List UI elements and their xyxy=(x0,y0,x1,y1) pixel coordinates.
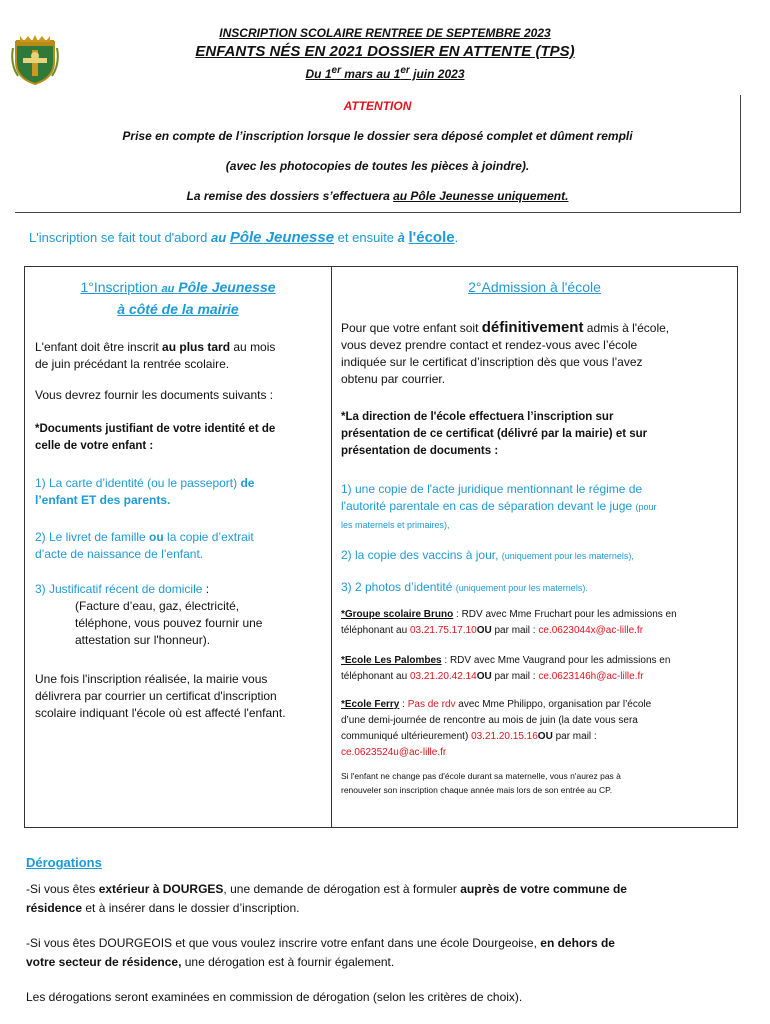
attention-line1: Prise en compte de l’inscription lorsque le dossier sera déposé complet et dûment rempli xyxy=(122,129,633,143)
derogations-title: Dérogations xyxy=(26,855,102,870)
t-small: (uniquement pour les maternels), xyxy=(501,551,634,561)
school-name: *Groupe scolaire Bruno xyxy=(341,609,454,620)
t-small: (pour xyxy=(635,502,657,512)
left-para-documents: Vous devrez fournir les documents suivants : xyxy=(35,388,274,402)
t: 1) une copie de l'acte juridique mentionnant le régime de xyxy=(341,482,643,496)
t-small: les maternels et primaires), xyxy=(341,520,450,530)
t: de juin précédant la rentrée scolaire. xyxy=(35,357,230,371)
t: l'autorité parentale en cas de séparation devant le juge xyxy=(341,499,636,513)
right-school-palombes xyxy=(341,653,733,685)
t: d’une demi-journée de rencontre au mois de juin (la date vous sera xyxy=(341,715,638,726)
t: d’acte de naissance de l’enfant. xyxy=(35,547,204,561)
attention-line3 xyxy=(15,189,740,203)
t: téléphonant au xyxy=(341,625,410,636)
t: 3) 2 photos d’identité xyxy=(341,580,456,594)
t: présentation de ce certificat (délivré par la mairie) et sur xyxy=(341,428,648,440)
t: téléphonant au xyxy=(341,671,410,682)
steps-table xyxy=(24,266,738,828)
right-school-bruno xyxy=(341,607,733,639)
intro-dot: . xyxy=(454,230,459,245)
t: vous devez prendre contact et rendez-vous avec l’école xyxy=(341,338,638,352)
intro-au: au xyxy=(211,230,227,245)
intro-pole-jeunesse: Pôle Jeunesse xyxy=(229,229,335,246)
right-item-2 xyxy=(341,547,733,565)
right-item-1 xyxy=(341,481,733,534)
t: L'enfant doit être inscrit xyxy=(35,340,163,354)
school-name: *Ecole Ferry xyxy=(341,699,400,710)
right-column-title: 2°Admission à l'école xyxy=(468,279,601,295)
t: attestation sur l'honneur). xyxy=(75,633,211,647)
t-bold: de xyxy=(240,476,255,490)
date-sup: er xyxy=(331,65,341,76)
t: Si l'enfant ne change pas d'école durant sa maternelle, vous n'aurez pas à xyxy=(341,771,621,781)
intro-ecole: l'école xyxy=(408,229,455,246)
left-column-title xyxy=(25,279,331,295)
t: obtenu par courrier. xyxy=(341,372,446,386)
t: Une fois l'inscription réalisée, la mairie vous xyxy=(35,672,268,686)
t: *Documents justifiant de votre identité et de xyxy=(35,423,276,435)
t: 3) Justificatif récent de domicile xyxy=(35,582,203,596)
email-link[interactable]: ce.0623044x@ac-lille.fr xyxy=(538,625,644,636)
left-item-2 xyxy=(35,529,325,563)
header-title-line1: INSCRIPTION SCOLAIRE RENTREE DE SEPTEMBRE 2023 xyxy=(219,26,551,40)
t: téléphone, vous pouvez fournir une xyxy=(75,616,263,630)
left-para-certificate xyxy=(35,671,328,722)
t: par mail : xyxy=(552,731,597,742)
date-text: mars au 1 xyxy=(340,67,401,81)
t-bold: OU xyxy=(537,731,553,742)
t: 2) la copie des vaccins à jour, xyxy=(341,548,502,562)
header-title-line2: ENFANTS NÉS EN 2021 DOSSIER EN ATTENTE (TPS) xyxy=(195,43,575,60)
intro-text: et ensuite xyxy=(334,230,398,245)
t: : RDV avec Mme Vaugrand pour les admissions en xyxy=(441,655,671,666)
attention-line2: (avec les photocopies de toutes les pièces à joindre). xyxy=(225,159,530,173)
t-bold: résidence xyxy=(26,901,83,915)
phone-number: 03.21.20.42.14 xyxy=(409,671,477,682)
t-small: (uniquement pour les maternels). xyxy=(455,583,588,593)
left-para-deadline xyxy=(35,339,325,373)
intro-text: L'inscription se fait tout d'abord xyxy=(29,230,212,245)
right-para-direction xyxy=(341,409,731,460)
t: 1) La carte d’identité (ou le passeport) xyxy=(35,476,241,490)
date-text: Du 1 xyxy=(305,67,332,81)
t: et à insérer dans le dossier d’inscription. xyxy=(82,901,300,915)
t: -Si vous êtes DOURGEOIS et que vous voulez inscrire votre enfant dans une école Dourgeoise, xyxy=(26,936,541,950)
left-para-identity-docs xyxy=(35,421,325,455)
t: par mail : xyxy=(491,671,539,682)
date-sup: er xyxy=(400,65,410,76)
t: celle de votre enfant : xyxy=(35,440,154,452)
intro-line xyxy=(29,229,458,246)
attention-box xyxy=(15,95,741,213)
date-text: juin 2023 xyxy=(409,67,465,81)
derogation-para-dourgeois xyxy=(26,934,726,972)
t: présentation de documents : xyxy=(341,445,499,457)
attention-title: ATTENTION xyxy=(343,99,412,113)
right-item-3 xyxy=(341,579,733,597)
left-title-pole: Pôle Jeunesse xyxy=(174,279,276,295)
t: : xyxy=(202,582,210,596)
email-link[interactable]: ce.0623524u@ac-lille.fr xyxy=(341,747,447,758)
t: communiqué ultérieurement) xyxy=(341,731,472,742)
right-para-admission xyxy=(341,319,731,388)
t-bold: OU xyxy=(476,671,492,682)
t: avec Mme Philippo, organisation par l’école xyxy=(455,699,652,710)
t: indiquée sur le certificat d’inscription dès que vous l’avez xyxy=(341,355,643,369)
t: (Facture d’eau, gaz, électricité, xyxy=(75,599,240,613)
t: la copie d’extrait xyxy=(163,530,254,544)
t-bold: en dehors de xyxy=(540,936,615,950)
attention-line3-emph: au Pôle Jeunesse uniquement. xyxy=(393,189,569,203)
left-item-3 xyxy=(35,581,325,649)
right-school-ferry xyxy=(341,697,733,761)
right-note-maternelle xyxy=(341,769,733,797)
t: Pour que votre enfant soit xyxy=(341,321,482,335)
intro-a: à xyxy=(397,230,405,245)
school-name: *Ecole Les Palombes xyxy=(341,655,442,666)
t: : xyxy=(399,699,408,710)
left-column-subtitle: à côté de la mairie xyxy=(117,301,239,317)
left-title-text: 1°Inscription xyxy=(80,279,162,295)
attention-line3-text: La remise des dossiers s’effectuera xyxy=(186,189,394,203)
t-bold: définitivement xyxy=(481,319,584,336)
t: par mail : xyxy=(491,625,539,636)
t: scolaire indiquant l'école où est affecté l'enfant. xyxy=(35,706,286,720)
phone-number: 03.21.20.15.16 xyxy=(471,731,538,742)
t-bold: auprès de votre commune de xyxy=(460,882,627,896)
email-link[interactable]: ce.0623146h@ac-lille.fr xyxy=(538,671,644,682)
derogation-para-exterior xyxy=(26,880,726,918)
t: une dérogation est à fournir également. xyxy=(181,955,395,969)
t: *La direction de l'école effectuera l’inscription sur xyxy=(341,411,614,423)
t-bold: extérieur à DOURGES xyxy=(98,882,224,896)
left-title-au: au xyxy=(161,283,175,295)
t-bold: OU xyxy=(476,625,492,636)
t: renouveler son inscription chaque année mais lors de son entrée au CP. xyxy=(341,785,613,795)
header-date-range xyxy=(0,65,770,81)
t: -Si vous êtes xyxy=(26,882,99,896)
t-bold: au plus tard xyxy=(162,340,231,354)
phone-number: 03.21.75.17.10 xyxy=(409,625,477,636)
t-red: Pas de rdv xyxy=(407,699,456,710)
t: admis à l'école, xyxy=(583,321,670,335)
t: délivrera par courrier un certificat d'inscription xyxy=(35,689,277,703)
t-bold: ou xyxy=(149,530,164,544)
column-divider xyxy=(331,267,332,827)
t-bold: votre secteur de résidence, xyxy=(26,955,182,969)
left-item-1 xyxy=(35,475,325,509)
t: 2) Le livret de famille xyxy=(35,530,150,544)
t-bold: l’enfant ET des parents. xyxy=(35,493,171,507)
t: au mois xyxy=(230,340,276,354)
t: , une demande de dérogation est à formuler xyxy=(223,882,461,896)
derogation-para-commission: Les dérogations seront examinées en commission de dérogation (selon les critères de choix). xyxy=(26,990,523,1004)
t: : RDV avec Mme Fruchart pour les admissions en xyxy=(453,609,677,620)
